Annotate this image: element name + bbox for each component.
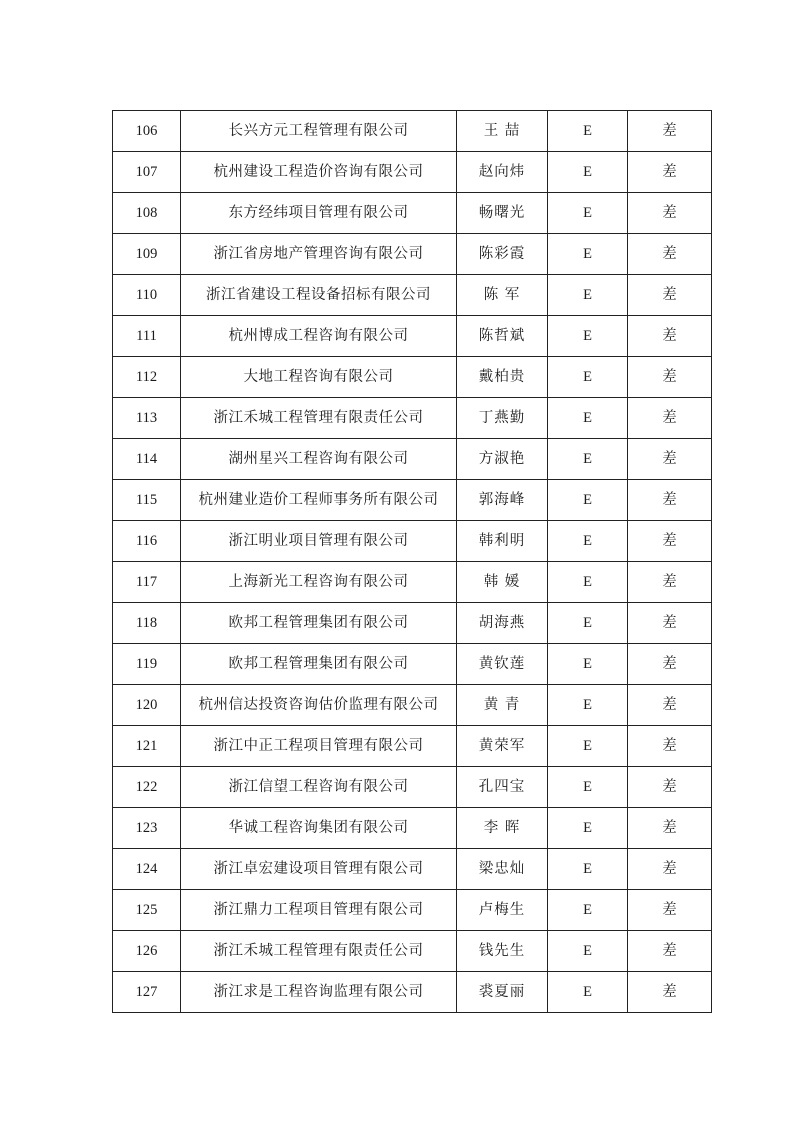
evaluation-cell: 差 xyxy=(628,767,712,808)
evaluation-cell: 差 xyxy=(628,562,712,603)
evaluation-cell: 差 xyxy=(628,972,712,1013)
table-row xyxy=(113,931,712,972)
company-name-cell: 杭州建业造价工程师事务所有限公司 xyxy=(181,480,457,521)
row-number-cell: 110 xyxy=(113,275,181,316)
company-name-cell: 杭州博成工程咨询有限公司 xyxy=(181,316,457,357)
person-name-cell: 卢梅生 xyxy=(457,890,548,931)
evaluation-cell: 差 xyxy=(628,644,712,685)
person-name-cell: 陈彩霞 xyxy=(457,234,548,275)
grade-cell: E xyxy=(548,726,628,767)
evaluation-cell: 差 xyxy=(628,357,712,398)
evaluation-cell: 差 xyxy=(628,808,712,849)
company-name-cell: 湖州星兴工程咨询有限公司 xyxy=(181,439,457,480)
evaluation-cell: 差 xyxy=(628,316,712,357)
table-row xyxy=(113,398,712,439)
person-name-cell: 钱先生 xyxy=(457,931,548,972)
person-name-cell: 韩利明 xyxy=(457,521,548,562)
grade-cell: E xyxy=(548,685,628,726)
row-number-cell: 126 xyxy=(113,931,181,972)
grade-cell: E xyxy=(548,849,628,890)
person-name-cell: 郭海峰 xyxy=(457,480,548,521)
table-body xyxy=(113,111,712,1013)
row-number-cell: 125 xyxy=(113,890,181,931)
row-number-cell: 118 xyxy=(113,603,181,644)
grade-cell: E xyxy=(548,808,628,849)
company-name-cell: 东方经纬项目管理有限公司 xyxy=(181,193,457,234)
person-name-cell: 裘夏丽 xyxy=(457,972,548,1013)
grade-cell: E xyxy=(548,439,628,480)
evaluation-table xyxy=(112,110,712,1013)
table-row xyxy=(113,767,712,808)
grade-cell: E xyxy=(548,275,628,316)
row-number-cell: 124 xyxy=(113,849,181,890)
evaluation-cell: 差 xyxy=(628,152,712,193)
person-name-cell: 黄钦莲 xyxy=(457,644,548,685)
evaluation-cell: 差 xyxy=(628,111,712,152)
company-name-cell: 浙江求是工程咨询监理有限公司 xyxy=(181,972,457,1013)
row-number-cell: 122 xyxy=(113,767,181,808)
row-number-cell: 107 xyxy=(113,152,181,193)
evaluation-cell: 差 xyxy=(628,603,712,644)
company-name-cell: 华诚工程咨询集团有限公司 xyxy=(181,808,457,849)
company-name-cell: 浙江禾城工程管理有限责任公司 xyxy=(181,931,457,972)
company-name-cell: 上海新光工程咨询有限公司 xyxy=(181,562,457,603)
company-name-cell: 浙江信望工程咨询有限公司 xyxy=(181,767,457,808)
evaluation-cell: 差 xyxy=(628,193,712,234)
table-row xyxy=(113,562,712,603)
row-number-cell: 121 xyxy=(113,726,181,767)
company-name-cell: 欧邦工程管理集团有限公司 xyxy=(181,603,457,644)
company-name-cell: 浙江鼎力工程项目管理有限公司 xyxy=(181,890,457,931)
grade-cell: E xyxy=(548,521,628,562)
grade-cell: E xyxy=(548,562,628,603)
grade-cell: E xyxy=(548,644,628,685)
person-name-cell: 梁忠灿 xyxy=(457,849,548,890)
person-name-cell: 陈哲斌 xyxy=(457,316,548,357)
table-row xyxy=(113,193,712,234)
company-name-cell: 杭州信达投资咨询估价监理有限公司 xyxy=(181,685,457,726)
table-row xyxy=(113,111,712,152)
row-number-cell: 115 xyxy=(113,480,181,521)
table-row xyxy=(113,890,712,931)
person-name-cell: 李 晖 xyxy=(457,808,548,849)
row-number-cell: 109 xyxy=(113,234,181,275)
evaluation-cell: 差 xyxy=(628,521,712,562)
person-name-cell: 赵向炜 xyxy=(457,152,548,193)
company-name-cell: 浙江卓宏建设项目管理有限公司 xyxy=(181,849,457,890)
person-name-cell: 方淑艳 xyxy=(457,439,548,480)
table-row xyxy=(113,439,712,480)
company-name-cell: 浙江禾城工程管理有限责任公司 xyxy=(181,398,457,439)
grade-cell: E xyxy=(548,767,628,808)
grade-cell: E xyxy=(548,193,628,234)
person-name-cell: 丁燕勤 xyxy=(457,398,548,439)
table-row xyxy=(113,316,712,357)
row-number-cell: 106 xyxy=(113,111,181,152)
grade-cell: E xyxy=(548,603,628,644)
table-row xyxy=(113,849,712,890)
row-number-cell: 111 xyxy=(113,316,181,357)
row-number-cell: 113 xyxy=(113,398,181,439)
person-name-cell: 胡海燕 xyxy=(457,603,548,644)
table-row xyxy=(113,808,712,849)
person-name-cell: 畅曙光 xyxy=(457,193,548,234)
row-number-cell: 114 xyxy=(113,439,181,480)
table-row xyxy=(113,644,712,685)
company-name-cell: 大地工程咨询有限公司 xyxy=(181,357,457,398)
table-row xyxy=(113,726,712,767)
row-number-cell: 123 xyxy=(113,808,181,849)
company-name-cell: 浙江省建设工程设备招标有限公司 xyxy=(181,275,457,316)
table-row xyxy=(113,152,712,193)
grade-cell: E xyxy=(548,890,628,931)
evaluation-cell: 差 xyxy=(628,931,712,972)
evaluation-cell: 差 xyxy=(628,439,712,480)
company-name-cell: 浙江明业项目管理有限公司 xyxy=(181,521,457,562)
evaluation-cell: 差 xyxy=(628,234,712,275)
person-name-cell: 王 喆 xyxy=(457,111,548,152)
person-name-cell: 黄 青 xyxy=(457,685,548,726)
evaluation-cell: 差 xyxy=(628,275,712,316)
table-row xyxy=(113,275,712,316)
company-name-cell: 浙江中正工程项目管理有限公司 xyxy=(181,726,457,767)
person-name-cell: 韩 媛 xyxy=(457,562,548,603)
person-name-cell: 戴柏贵 xyxy=(457,357,548,398)
row-number-cell: 120 xyxy=(113,685,181,726)
table-row xyxy=(113,972,712,1013)
table-row xyxy=(113,357,712,398)
grade-cell: E xyxy=(548,234,628,275)
grade-cell: E xyxy=(548,152,628,193)
grade-cell: E xyxy=(548,316,628,357)
table-row xyxy=(113,685,712,726)
person-name-cell: 陈 军 xyxy=(457,275,548,316)
evaluation-cell: 差 xyxy=(628,726,712,767)
company-name-cell: 杭州建设工程造价咨询有限公司 xyxy=(181,152,457,193)
grade-cell: E xyxy=(548,398,628,439)
row-number-cell: 127 xyxy=(113,972,181,1013)
table-row xyxy=(113,480,712,521)
evaluation-cell: 差 xyxy=(628,480,712,521)
company-name-cell: 欧邦工程管理集团有限公司 xyxy=(181,644,457,685)
company-name-cell: 长兴方元工程管理有限公司 xyxy=(181,111,457,152)
company-name-cell: 浙江省房地产管理咨询有限公司 xyxy=(181,234,457,275)
row-number-cell: 112 xyxy=(113,357,181,398)
grade-cell: E xyxy=(548,972,628,1013)
row-number-cell: 108 xyxy=(113,193,181,234)
evaluation-cell: 差 xyxy=(628,398,712,439)
table-row xyxy=(113,521,712,562)
row-number-cell: 119 xyxy=(113,644,181,685)
grade-cell: E xyxy=(548,480,628,521)
row-number-cell: 117 xyxy=(113,562,181,603)
table-row xyxy=(113,234,712,275)
row-number-cell: 116 xyxy=(113,521,181,562)
evaluation-cell: 差 xyxy=(628,849,712,890)
grade-cell: E xyxy=(548,357,628,398)
person-name-cell: 黄荣军 xyxy=(457,726,548,767)
person-name-cell: 孔四宝 xyxy=(457,767,548,808)
table-row xyxy=(113,603,712,644)
evaluation-cell: 差 xyxy=(628,890,712,931)
grade-cell: E xyxy=(548,931,628,972)
grade-cell: E xyxy=(548,111,628,152)
evaluation-cell: 差 xyxy=(628,685,712,726)
